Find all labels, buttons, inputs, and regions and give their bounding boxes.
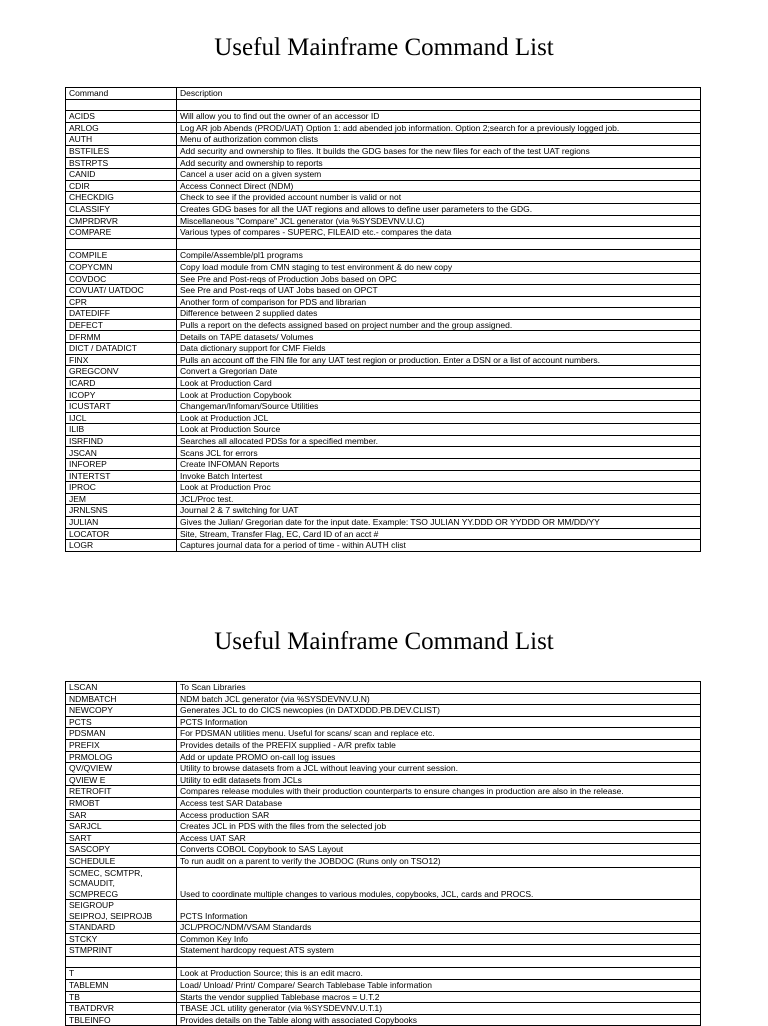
command-table	[65, 681, 701, 1026]
command-cell: NDMBATCH	[66, 693, 177, 705]
table-row	[66, 157, 701, 169]
command-cell: BSTRPTS	[66, 157, 177, 169]
command-cell: SASCOPY	[66, 844, 177, 856]
table-row	[66, 180, 701, 192]
table-row	[66, 693, 701, 705]
table-row	[66, 979, 701, 991]
description-cell: Data dictionary support for CMF Fields	[177, 343, 701, 355]
command-cell: SCMEC, SCMTPR, SCMAUDIT, SCMPRECG	[66, 867, 177, 900]
page-title: Useful Mainframe Command List	[214, 628, 554, 655]
description-cell: Invoke Batch Intertest	[177, 470, 701, 482]
table-row	[66, 821, 701, 833]
description-cell: Statement hardcopy request ATS system	[177, 945, 701, 957]
command-cell: NEWCOPY	[66, 705, 177, 717]
table-row	[66, 377, 701, 389]
command-cell: STANDARD	[66, 922, 177, 934]
command-cell: SCHEDULE	[66, 855, 177, 867]
table-row	[66, 1003, 701, 1015]
table-row	[66, 516, 701, 528]
command-cell: IJCL	[66, 412, 177, 424]
command-cell: PCTS	[66, 716, 177, 728]
command-cell: FINX	[66, 354, 177, 366]
table-row	[66, 447, 701, 459]
command-cell: JSCAN	[66, 447, 177, 459]
description-cell: Scans JCL for errors	[177, 447, 701, 459]
description-cell: Access production SAR	[177, 809, 701, 821]
description-cell: Log AR job Abends (PROD/UAT) Option 1: add abended job information. Option 2;search for a previously logged job.	[177, 122, 701, 134]
table-row	[66, 308, 701, 320]
command-cell: PRMOLOG	[66, 751, 177, 763]
command-cell: IPROC	[66, 482, 177, 494]
command-cell: COVUAT/ UATDOC	[66, 285, 177, 297]
command-cell: BSTFILES	[66, 145, 177, 157]
table-row	[66, 705, 701, 717]
table-row	[66, 285, 701, 297]
table-row	[66, 867, 701, 900]
description-cell: Access test SAR Database	[177, 797, 701, 809]
table-body	[66, 99, 701, 551]
description-cell: To Scan Libraries	[177, 682, 701, 694]
table-row	[66, 412, 701, 424]
description-cell: Gives the Julian/ Gregorian date for the input date. Example: TSO JULIAN YY.DDD OR YYDDD OR MM/DD/YY	[177, 516, 701, 528]
command-cell: ISRFIND	[66, 435, 177, 447]
description-cell: Utility to browse datasets from a JCL without leaving your current session.	[177, 763, 701, 775]
description-cell: Add or update PROMO on-call log issues	[177, 751, 701, 763]
command-cell: CPR	[66, 296, 177, 308]
command-cell: CANID	[66, 169, 177, 181]
command-cell: SAR	[66, 809, 177, 821]
description-cell: For PDSMAN utilities menu. Useful for scans/ scan and replace etc.	[177, 728, 701, 740]
column-header-command: Command	[66, 88, 177, 100]
command-cell: DICT / DATADICT	[66, 343, 177, 355]
description-cell: Cancel a user acid on a given system	[177, 169, 701, 181]
table-row	[66, 528, 701, 540]
table-row	[66, 238, 701, 250]
table-row	[66, 540, 701, 552]
table-row	[66, 1014, 701, 1026]
description-cell: Look at Production Source; this is an edit macro.	[177, 968, 701, 980]
table-row	[66, 968, 701, 980]
table-row	[66, 991, 701, 1003]
table-row	[66, 296, 701, 308]
description-cell: Various types of compares - SUPERC, FILEAID etc.- compares the data	[177, 227, 701, 239]
description-cell: Look at Production JCL	[177, 412, 701, 424]
description-cell: See Pre and Post-reqs of Production Jobs based on OPC	[177, 273, 701, 285]
description-cell: NDM batch JCL generator (via %SYSDEVNV.U.N)	[177, 693, 701, 705]
description-cell	[177, 238, 701, 250]
description-cell: Pulls a report on the defects assigned based on project number and the group assigned.	[177, 319, 701, 331]
description-cell: Common Key Info	[177, 933, 701, 945]
command-cell	[66, 238, 177, 250]
command-cell: JRNLSNS	[66, 505, 177, 517]
command-cell: ICUSTART	[66, 401, 177, 413]
description-cell: Access Connect Direct (NDM)	[177, 180, 701, 192]
table-row	[66, 169, 701, 181]
command-cell: LOGR	[66, 540, 177, 552]
table-row	[66, 273, 701, 285]
description-cell: JCL/Proc test.	[177, 493, 701, 505]
table-row	[66, 435, 701, 447]
table-row	[66, 505, 701, 517]
description-cell: JCL/PROC/NDM/VSAM Standards	[177, 922, 701, 934]
description-cell: TBASE JCL utility generator (via %SYSDEVNV.U.T.1)	[177, 1003, 701, 1015]
command-cell: LOCATOR	[66, 528, 177, 540]
description-cell: Will allow you to find out the owner of an accessor ID	[177, 111, 701, 123]
command-cell: TBATDRVR	[66, 1003, 177, 1015]
table-row	[66, 470, 701, 482]
command-cell: QV/QVIEW	[66, 763, 177, 775]
command-cell	[66, 99, 177, 111]
description-cell: Creates GDG bases for all the UAT regions and allows to define user parameters to the GDG.	[177, 203, 701, 215]
description-cell: Provides details of the PREFIX supplied - A/R prefix table	[177, 739, 701, 751]
table-row	[66, 203, 701, 215]
description-cell: Create INFOMAN Reports	[177, 459, 701, 471]
command-cell: COPYCMN	[66, 261, 177, 273]
description-cell: Provides details on the Table along with associated Copybooks	[177, 1014, 701, 1026]
description-cell: Used to coordinate multiple changes to various modules, copybooks, JCL, cards and PROCS.	[177, 867, 701, 900]
command-table	[65, 87, 701, 552]
description-cell: Starts the vendor supplied Tablebase macros = U.T.2	[177, 991, 701, 1003]
table-row	[66, 493, 701, 505]
description-cell: Generates JCL to do CICS newcopies (in DATXDDD.PB.DEV.CLIST)	[177, 705, 701, 717]
table-row	[66, 261, 701, 273]
command-cell: COVDOC	[66, 273, 177, 285]
table-row	[66, 482, 701, 494]
table-row	[66, 401, 701, 413]
description-cell: Look at Production Copybook	[177, 389, 701, 401]
description-cell: Copy load module from CMN staging to test environment & do new copy	[177, 261, 701, 273]
table-row	[66, 250, 701, 262]
description-cell: Another form of comparison for PDS and librarian	[177, 296, 701, 308]
description-cell: PCTS Information	[177, 900, 701, 922]
table-row	[66, 739, 701, 751]
table-row	[66, 809, 701, 821]
command-cell: CMPRDRVR	[66, 215, 177, 227]
command-cell: DEFECT	[66, 319, 177, 331]
command-cell: JEM	[66, 493, 177, 505]
description-cell: Creates JCL in PDS with the files from the selected job	[177, 821, 701, 833]
description-cell: Check to see if the provided account number is valid or not	[177, 192, 701, 204]
command-cell: ARLOG	[66, 122, 177, 134]
table-row	[66, 956, 701, 968]
command-cell: ICARD	[66, 377, 177, 389]
description-cell: Convert a Gregorian Date	[177, 366, 701, 378]
command-cell	[66, 956, 177, 968]
table-row	[66, 751, 701, 763]
command-cell: LSCAN	[66, 682, 177, 694]
description-cell: Site, Stream, Transfer Flag, EC, Card ID of an acct #	[177, 528, 701, 540]
table-row	[66, 682, 701, 694]
table-row	[66, 343, 701, 355]
command-cell: INTERTST	[66, 470, 177, 482]
command-cell: STCKY	[66, 933, 177, 945]
command-cell: ACIDS	[66, 111, 177, 123]
table-row	[66, 215, 701, 227]
table-header-row	[66, 88, 701, 100]
table-row	[66, 922, 701, 934]
table-row	[66, 424, 701, 436]
table-row	[66, 389, 701, 401]
description-cell: Searches all allocated PDSs for a specified member.	[177, 435, 701, 447]
command-cell: SART	[66, 832, 177, 844]
command-cell: CDIR	[66, 180, 177, 192]
table-row	[66, 122, 701, 134]
command-cell: ICOPY	[66, 389, 177, 401]
description-cell: Converts COBOL Copybook to SAS Layout	[177, 844, 701, 856]
description-cell: Captures journal data for a period of time - within AUTH clist	[177, 540, 701, 552]
table-row	[66, 99, 701, 111]
command-cell: QVIEW E	[66, 774, 177, 786]
command-cell: PREFIX	[66, 739, 177, 751]
command-cell: T	[66, 968, 177, 980]
table-row	[66, 900, 701, 922]
table-row	[66, 844, 701, 856]
description-cell: Utility to edit datasets from JCLs	[177, 774, 701, 786]
command-cell: DATEDIFF	[66, 308, 177, 320]
command-cell: COMPILE	[66, 250, 177, 262]
table-row	[66, 763, 701, 775]
command-cell: STMPRINT	[66, 945, 177, 957]
description-cell: Look at Production Card	[177, 377, 701, 389]
description-cell	[177, 99, 701, 111]
description-cell: Details on TAPE datasets/ Volumes	[177, 331, 701, 343]
description-cell: Look at Production Proc	[177, 482, 701, 494]
page-title: Useful Mainframe Command List	[214, 34, 554, 61]
table-row	[66, 331, 701, 343]
description-cell: Miscellaneous "Compare" JCL generator (via %SYSDEVNV.U.C)	[177, 215, 701, 227]
description-cell: Compares release modules with their production counterparts to ensure changes in production are also in the release.	[177, 786, 701, 798]
description-cell: PCTS Information	[177, 716, 701, 728]
table-row	[66, 145, 701, 157]
table-row	[66, 227, 701, 239]
description-cell	[177, 956, 701, 968]
command-cell: CHECKDIG	[66, 192, 177, 204]
table-row	[66, 111, 701, 123]
table-row	[66, 945, 701, 957]
description-cell: Load/ Unload/ Print/ Compare/ Search Tablebase Table information	[177, 979, 701, 991]
command-cell: RETROFIT	[66, 786, 177, 798]
description-cell: Look at Production Source	[177, 424, 701, 436]
description-cell: Compile/Assemble/pl1 programs	[177, 250, 701, 262]
description-cell: Changeman/Infoman/Source Utilities	[177, 401, 701, 413]
command-cell: COMPARE	[66, 227, 177, 239]
command-cell: TBLEINFO	[66, 1014, 177, 1026]
command-cell: GREGCONV	[66, 366, 177, 378]
table-row	[66, 319, 701, 331]
table-row	[66, 832, 701, 844]
table-row	[66, 354, 701, 366]
table-row	[66, 933, 701, 945]
table-row	[66, 716, 701, 728]
description-cell: Menu of authorization common clists	[177, 134, 701, 146]
table-row	[66, 797, 701, 809]
table-row	[66, 728, 701, 740]
description-cell: Pulls an account off the FIN file for any UAT test region or production. Enter a DSN or a list of account numbers.	[177, 354, 701, 366]
command-cell: ILIB	[66, 424, 177, 436]
description-cell: Journal 2 & 7 switching for UAT	[177, 505, 701, 517]
table-row	[66, 459, 701, 471]
command-cell: CLASSIFY	[66, 203, 177, 215]
description-cell: Add security and ownership to files. It builds the GDG bases for the new files for each of the test UAT regions	[177, 145, 701, 157]
description-cell: Add security and ownership to reports	[177, 157, 701, 169]
description-cell: Access UAT SAR	[177, 832, 701, 844]
command-cell: TB	[66, 991, 177, 1003]
command-cell: SARJCL	[66, 821, 177, 833]
command-cell: JULIAN	[66, 516, 177, 528]
description-cell: Difference between 2 supplied dates	[177, 308, 701, 320]
command-cell: DFRMM	[66, 331, 177, 343]
column-header-description: Description	[177, 88, 701, 100]
table-row	[66, 786, 701, 798]
table-row	[66, 192, 701, 204]
command-cell: AUTH	[66, 134, 177, 146]
command-cell: PDSMAN	[66, 728, 177, 740]
table-row	[66, 855, 701, 867]
table-row	[66, 134, 701, 146]
table-body	[66, 682, 701, 1026]
command-cell: TABLEMN	[66, 979, 177, 991]
table-row	[66, 366, 701, 378]
description-cell: To run audit on a parent to verify the JOBDOC (Runs only on TSO12)	[177, 855, 701, 867]
table-row	[66, 774, 701, 786]
command-cell: INFOREP	[66, 459, 177, 471]
command-cell: SEIGROUP SEIPROJ, SEIPROJB	[66, 900, 177, 922]
description-cell: See Pre and Post-reqs of UAT Jobs based on OPCT	[177, 285, 701, 297]
command-cell: RMOBT	[66, 797, 177, 809]
